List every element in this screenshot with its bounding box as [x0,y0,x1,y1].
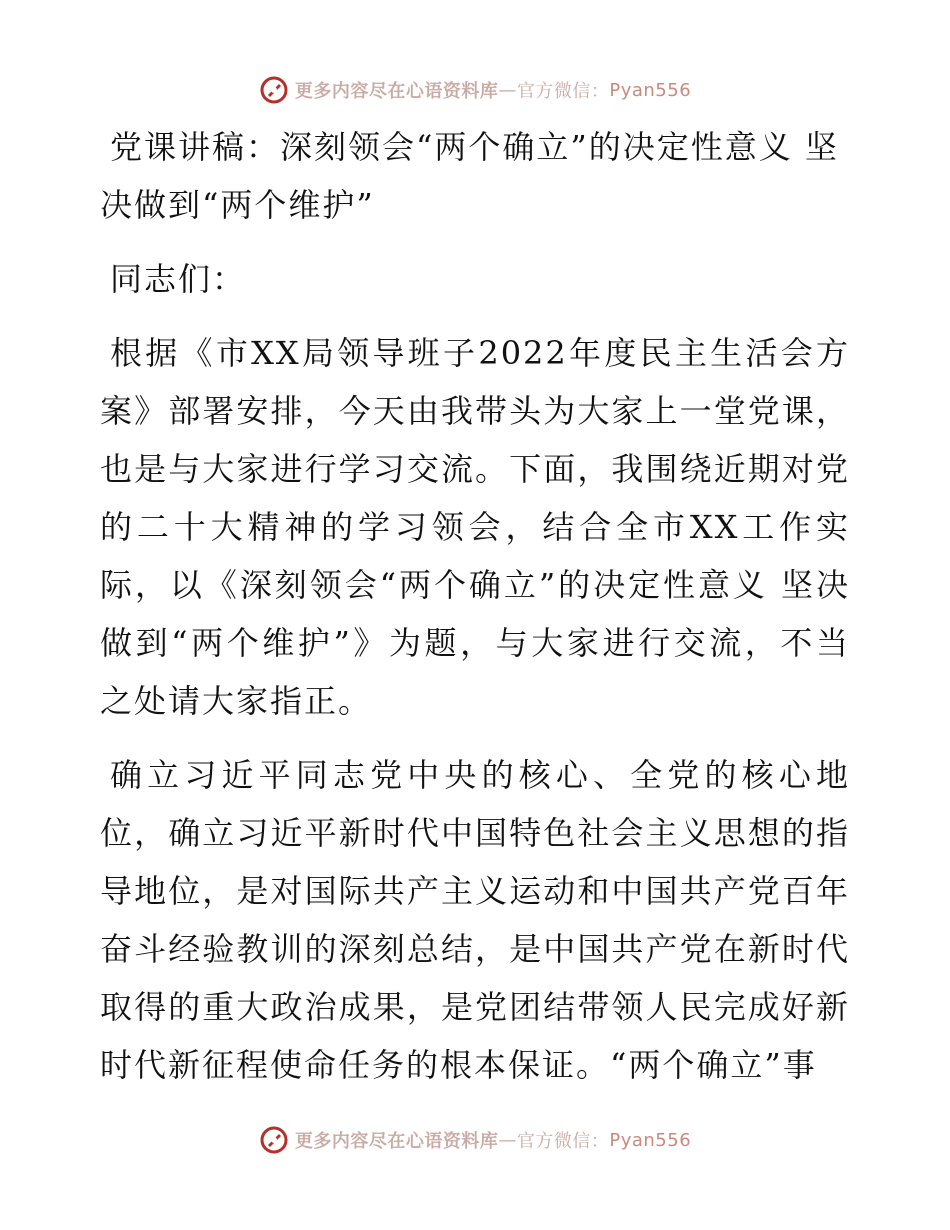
paragraph-2: 确立习近平同志党中央的核心、全党的核心地位，确立习近平新时代中国特色社会主义思想的指导地位，是对国际共产主义运动和中国共产党百年奋斗经验教训的深刻总结，是中国共产党在新时代取得的重大政治成果，是党团结带领人民完成好新时代新征程使命任务的根本保证。“两个确立”事 [100,756,850,1084]
watermark-main-text: 更多内容尽在心语资料库 [294,1131,499,1152]
watermark-separator: — [498,1129,517,1151]
document-body [100,118,850,1094]
watermark-wechat-id: Pyan556 [609,1129,692,1151]
watermark-separator: — [498,79,517,101]
salutation: 同志们： [110,260,247,298]
footer-watermark [0,1120,950,1160]
logo-icon [259,75,289,105]
document-title: 党课讲稿：深刻领会“两个确立”的决定性意义 坚决做到“两个维护” [100,128,839,224]
watermark-main-text: 更多内容尽在心语资料库 [294,81,499,102]
watermark-wechat-label: 官方微信： [516,1131,610,1152]
logo-icon [259,1125,289,1155]
header-watermark [0,70,950,110]
watermark-wechat-id: Pyan556 [609,79,692,101]
paragraph-1: 根据《市XX局领导班子2022年度民主生活会方案》部署安排，今天由我带头为大家上一堂党课，也是与大家进行学习交流。下面，我围绕近期对党的二十大精神的学习领会，结合全市XX工作实际，以《深刻领会“两个确立”的决定性意义 坚决做到“两个维护”》为题，与大家进行交流，不当之处请大家指正。 [100,334,850,720]
watermark-wechat-label: 官方微信： [516,81,610,102]
